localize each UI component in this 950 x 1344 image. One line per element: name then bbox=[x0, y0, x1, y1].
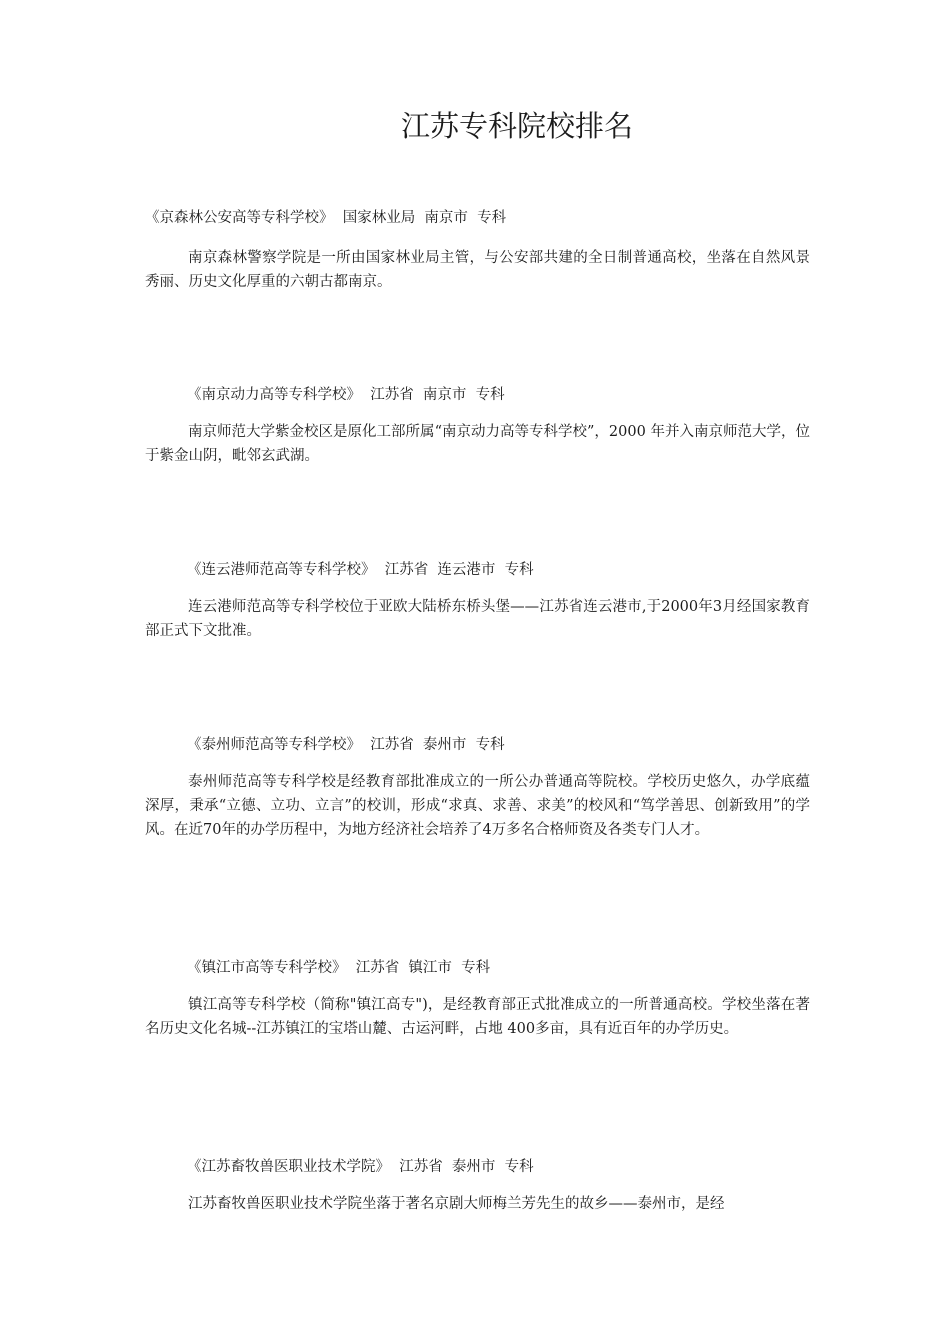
page-title: 江苏专科院校排名 bbox=[400, 109, 633, 143]
school-heading: 《镇江市高等专科学校》 江苏省 镇江市 专科 bbox=[187, 960, 491, 976]
school-entry bbox=[145, 207, 810, 294]
school-entry bbox=[145, 957, 810, 1041]
school-heading: 《京森林公安高等专科学校》 国家林业局 南京市 专科 bbox=[145, 210, 507, 226]
school-heading: 《南京动力高等专科学校》 江苏省 南京市 专科 bbox=[187, 387, 505, 403]
school-description: 连云港师范高等专科学校位于亚欧大陆桥东桥头堡——江苏省连云港市,于2000年3月经国家教育部正式下文批准。 bbox=[145, 599, 810, 639]
school-entry bbox=[145, 734, 810, 842]
school-description: 南京师范大学紫金校区是原化工部所属“南京动力高等专科学校”，2000 年并入南京师范大学，位于紫金山阴，毗邻玄武湖。 bbox=[145, 424, 810, 464]
school-description: 南京森林警察学院是一所由国家林业局主管，与公安部共建的全日制普通高校，坐落在自然风景秀丽、历史文化厚重的六朝古都南京。 bbox=[145, 250, 810, 290]
school-heading: 《连云港师范高等专科学校》 江苏省 连云港市 专科 bbox=[187, 562, 534, 578]
school-heading: 《江苏畜牧兽医职业技术学院》 江苏省 泰州市 专科 bbox=[187, 1159, 534, 1175]
school-entry bbox=[145, 1156, 810, 1216]
school-description: 泰州师范高等专科学校是经教育部批准成立的一所公办普通高等院校。学校历史悠久，办学底蕴深厚，秉承“立德、立功、立言”的校训，形成“求真、求善、求美”的校风和“笃学善思、创新致用”的学风。在近70年的办学历程中，为地方经济社会培养了4万多名合格师资及各类专门人才。 bbox=[145, 774, 810, 838]
school-entry bbox=[145, 559, 810, 643]
school-description: 镇江高等专科学校（简称"镇江高专")，是经教育部正式批准成立的一所普通高校。学校坐落在著名历史文化名城--江苏镇江的宝塔山麓、古运河畔，占地 400多亩，具有近百年的办学历史。 bbox=[145, 997, 810, 1037]
school-description: 江苏畜牧兽医职业技术学院坐落于著名京剧大师梅兰芳先生的故乡——泰州市，是经 bbox=[188, 1196, 725, 1212]
school-entry bbox=[145, 384, 810, 468]
school-heading: 《泰州师范高等专科学校》 江苏省 泰州市 专科 bbox=[187, 737, 505, 753]
